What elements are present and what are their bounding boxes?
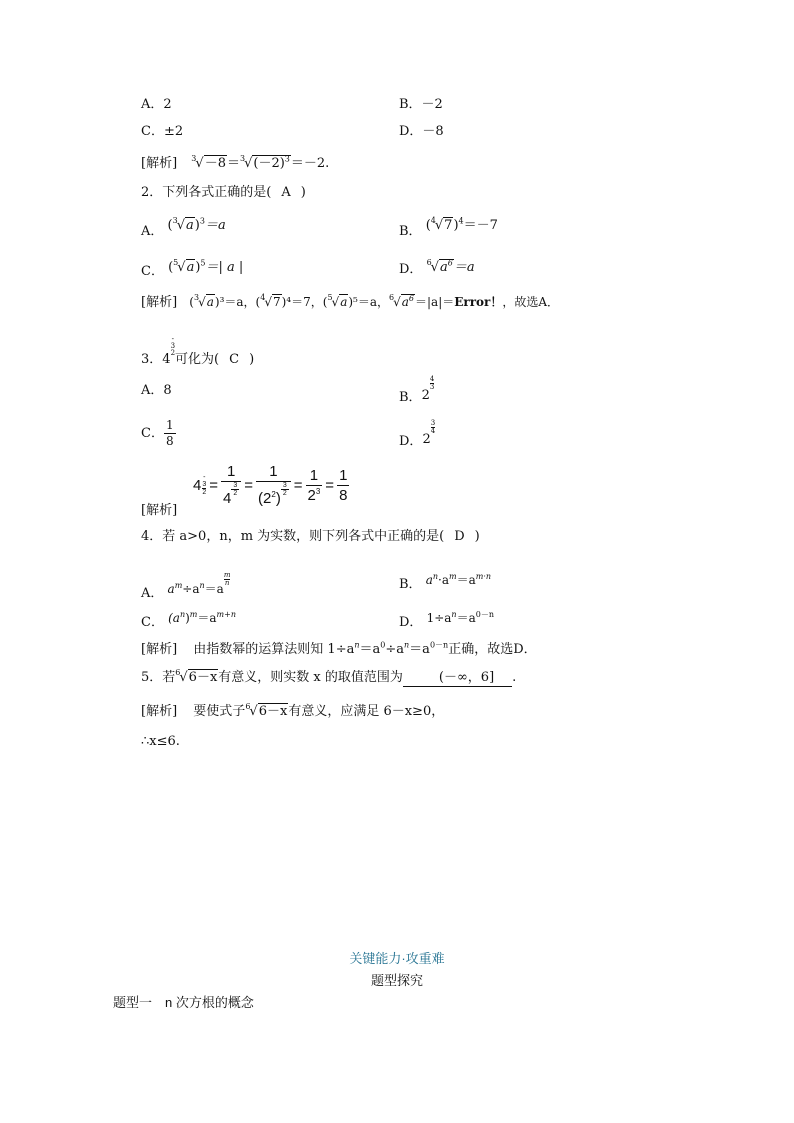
option-label: C． <box>141 615 164 630</box>
fraction-3 <box>306 466 323 505</box>
exp-numerator: 3 <box>202 481 207 488</box>
exp-numerator: 3 <box>430 419 436 427</box>
den-base: 2 <box>307 486 316 504</box>
q4-analysis <box>141 642 537 658</box>
q1-option-b: B．－2 <box>399 97 443 112</box>
equals: = <box>209 476 219 494</box>
radicand-base: a <box>439 260 448 275</box>
numerator: 1 <box>165 418 174 432</box>
exp-numerator: 3 <box>233 482 238 489</box>
numerator: 1 <box>306 466 323 486</box>
option-label: B． <box>399 577 422 592</box>
q4-answer: D <box>454 529 465 544</box>
exponent: m·n <box>475 572 492 581</box>
exponent: 0－n <box>475 610 494 619</box>
denominator: 8 <box>165 434 174 448</box>
fractional-exponent <box>224 572 231 587</box>
denominator: 8 <box>339 486 348 504</box>
denominator <box>306 486 323 505</box>
exp-denominator: n <box>224 579 230 587</box>
exp-denominator: 2 <box>233 490 238 497</box>
q2-option-c: C． $(^5√a)^5=|$ a | <box>141 258 244 279</box>
expr: )³＝a，( <box>214 295 261 309</box>
exp-denominator: 2 <box>282 490 287 497</box>
exp-sign: - <box>171 335 174 343</box>
exp-denominator: 2 <box>170 349 176 357</box>
radical-sign-icon: √ <box>244 156 253 171</box>
exp-sign: - <box>203 474 206 481</box>
rhs: ＝a <box>204 218 226 233</box>
equals: ＝ <box>226 156 240 171</box>
q5-text: 5．若 <box>141 670 176 685</box>
exp-numerator: m <box>223 571 231 579</box>
root-index: 3 <box>193 293 200 302</box>
base: 2 <box>421 388 430 403</box>
base: a <box>425 573 433 587</box>
exponent: m <box>448 572 457 581</box>
paren: ( <box>189 295 194 309</box>
fraction-1 <box>221 462 241 508</box>
q3-number: 3． <box>141 352 163 367</box>
q3-option-b <box>399 376 434 406</box>
radicand: a <box>340 295 348 309</box>
q4-text: 4．若 a>0，n，m 为实数，则下列各式中正确的是( <box>141 529 445 544</box>
equals: = <box>293 476 303 494</box>
fraction-4 <box>337 466 349 505</box>
expr: ÷a <box>385 642 405 657</box>
q4-stem <box>141 529 480 545</box>
fractional-exponent <box>281 482 289 497</box>
option-label: C． <box>141 264 164 279</box>
q3-close: ) <box>249 352 255 367</box>
analysis-label: [解析] <box>141 642 178 657</box>
exp-numerator: 3 <box>170 342 176 350</box>
q3-option-c <box>141 418 176 449</box>
radicand: a <box>186 260 195 275</box>
root-index: 6 <box>389 293 395 302</box>
exponent: n <box>179 610 186 619</box>
root-index: 6 <box>426 258 432 267</box>
base: 4 <box>162 352 171 367</box>
radicand-base: (－2) <box>253 156 285 171</box>
numerator: 1 <box>256 462 291 482</box>
section-subheading: 题型探究 <box>370 973 423 988</box>
q4-option-a <box>141 572 230 602</box>
radicand <box>252 155 291 171</box>
option-label: A． <box>141 586 164 601</box>
base: (a <box>168 611 180 625</box>
radical-sign-icon: √ <box>195 156 204 171</box>
error-text: Error！ <box>454 295 503 309</box>
q5-text-mid: 有意义，则实数 x 的取值范围为 <box>218 670 403 685</box>
option-label: A． <box>141 224 164 239</box>
rhs: ＝a <box>197 611 217 625</box>
q1-option-d: D．－8 <box>399 124 444 139</box>
q3-analysis-label: [解析] <box>141 503 178 518</box>
rhs: ＝a <box>456 573 476 587</box>
rhs: ＝a <box>453 260 475 275</box>
expr: ＝a <box>359 642 381 657</box>
q5-analysis: [解析] 要使式子$^6$√6－x有意义，应满足 6－x≥0， <box>141 702 445 719</box>
exponent: m <box>174 581 183 590</box>
exp-num <box>202 474 206 489</box>
fraction-2 <box>256 462 291 508</box>
result: ＝－2. <box>290 156 330 171</box>
base: 1÷a <box>426 611 452 625</box>
numerator: 1 <box>221 462 241 482</box>
analysis-label: [解析] <box>141 704 178 719</box>
radicand: 7 <box>444 218 453 233</box>
exponent: 6 <box>447 258 453 268</box>
q4-option-d <box>399 610 494 631</box>
exponent: 6 <box>408 294 414 303</box>
expr: )⁵＝a， <box>348 295 389 309</box>
radicand <box>439 259 454 275</box>
radicand: －8 <box>204 156 226 171</box>
radicand: a <box>186 218 194 233</box>
base: a <box>167 582 175 596</box>
equals: = <box>325 476 335 494</box>
q1-analysis <box>141 156 329 172</box>
option-label: D． <box>399 615 423 630</box>
exponent: n <box>354 640 360 650</box>
exp-denominator: 2 <box>202 489 207 496</box>
q4-option-b <box>399 572 491 593</box>
fractional-exponent <box>431 420 435 435</box>
paren: ) <box>185 611 190 625</box>
exponent: 2 <box>271 490 276 499</box>
analysis-text: 由指数幂的运算法则知 1÷a <box>193 642 355 657</box>
exponent: n <box>432 572 439 581</box>
section-heading: 关键能力·攻重难 <box>349 951 445 966</box>
exp-numerator: 3 <box>282 482 287 489</box>
fraction <box>164 418 176 449</box>
q3-analysis-equation <box>193 462 349 508</box>
root-index: 3 <box>191 154 197 163</box>
exponent: n <box>404 640 410 650</box>
base: 2 <box>422 432 431 447</box>
root-index: 6 <box>175 668 181 677</box>
root-index: 6 <box>245 702 251 711</box>
blank-line <box>494 670 512 687</box>
exponent: 3 <box>199 216 205 226</box>
exponent: n <box>451 610 457 619</box>
exponent: 3 <box>284 154 290 164</box>
operator: ÷a <box>182 582 200 596</box>
q5-answer: (－∞，6] <box>438 670 495 685</box>
q2-stem <box>141 185 306 201</box>
q3-text: 可化为( <box>175 352 220 367</box>
topic-title: 题型一 n 次方根的概念 <box>113 995 254 1010</box>
blank-line <box>403 670 439 687</box>
q2-option-d: D． $^6√a^6=a$ <box>399 258 475 277</box>
exponent: n <box>199 581 205 590</box>
numerator: 1 <box>339 466 348 484</box>
option-label: C． <box>141 426 164 441</box>
exp-denominator: 4 <box>430 427 436 435</box>
q5-end: . <box>512 670 517 685</box>
analysis-tail: 有意义，应满足 6－x≥0， <box>288 704 445 719</box>
rhs: ＝a <box>456 611 476 625</box>
q1-option-c: C．±2 <box>141 124 184 139</box>
den-base: 4 <box>223 490 232 507</box>
q4-option-c <box>141 610 236 631</box>
q5-stem: 5．若$^6$√6－x有意义，则实数 x 的取值范围为 (－∞，6] . <box>141 668 517 685</box>
root-index: 5 <box>173 258 179 267</box>
exp-num <box>171 336 175 350</box>
exponent: m+n <box>216 610 236 619</box>
operator: ·a <box>438 573 449 587</box>
rhs: ＝－7 <box>463 218 498 233</box>
exp-denominator: 3 <box>429 383 435 391</box>
exponent: m <box>189 610 198 619</box>
denominator <box>221 482 241 508</box>
option-label: B． <box>399 390 422 405</box>
base: 4 <box>193 476 202 494</box>
radicand: 7 <box>272 295 281 309</box>
root-index: 3 <box>172 216 178 225</box>
expr: ＝|a|＝ <box>415 295 455 309</box>
option-label: B． <box>399 224 422 239</box>
radicand: a <box>206 295 214 309</box>
exp-numerator: 4 <box>429 375 435 383</box>
conclusion: ∴x≤6. <box>141 734 180 749</box>
fractional-exponent <box>231 482 239 497</box>
option-label: D． <box>399 434 423 449</box>
q2-close: ) <box>300 185 306 200</box>
radicand: 6－x <box>258 704 288 719</box>
option-label: D． <box>399 262 423 277</box>
expr: )⁴＝7，( <box>281 295 328 309</box>
root-index: 4 <box>430 216 436 225</box>
root-index: 4 <box>260 293 266 302</box>
q3-stem <box>141 336 254 368</box>
radicand: 6－x <box>188 670 218 685</box>
rhs: ＝a <box>204 582 224 596</box>
q3-option-a: A．8 <box>141 383 172 398</box>
equals: = <box>244 476 254 494</box>
exponent: 0 <box>380 640 386 650</box>
den-inner-base: 2 <box>263 490 272 507</box>
exponent: 4 <box>458 216 464 226</box>
q4-close: ) <box>474 529 480 544</box>
q2-option-a: A． $(^3√a)^3=a$ <box>141 216 226 239</box>
fractional-exponent <box>202 474 206 496</box>
radicand-base: a <box>401 295 409 309</box>
analysis-label: [解析] <box>141 156 178 171</box>
q2-answer: A <box>281 185 291 200</box>
q2-analysis: [解析] ($^3$√a)³＝a，($^4$√7)⁴＝7，($^5$√a)⁵＝a，$^6√a^6=|a|=Error$！，故选A． <box>141 293 560 310</box>
q2-text: 2．下列各式正确的是( <box>141 185 272 200</box>
denominator: $(2^2)$ $\frac{3}{2}$ <box>258 482 287 507</box>
analysis-label: [解析] <box>141 295 178 310</box>
q3-answer: C <box>229 352 240 367</box>
exponent: 3 <box>315 486 321 496</box>
conclusion: ，故选A． <box>502 295 560 309</box>
root-index: 5 <box>327 293 333 302</box>
q2-option-b: B． $(^4√7)^4=-7$ <box>399 216 498 239</box>
conclusion: 正确，故选D． <box>448 642 537 657</box>
fractional-exponent <box>430 376 434 391</box>
rhs: ＝| a | <box>205 260 244 275</box>
analysis-text: 要使式子 <box>193 704 246 719</box>
q3-option-d <box>399 420 435 450</box>
root-index: 3 <box>239 154 246 163</box>
exponent: 0－n <box>429 640 449 650</box>
expr: ＝a <box>409 642 430 657</box>
q1-option-a: A．2 <box>141 97 172 112</box>
exponent: 5 <box>200 258 206 268</box>
radicand <box>401 294 415 309</box>
